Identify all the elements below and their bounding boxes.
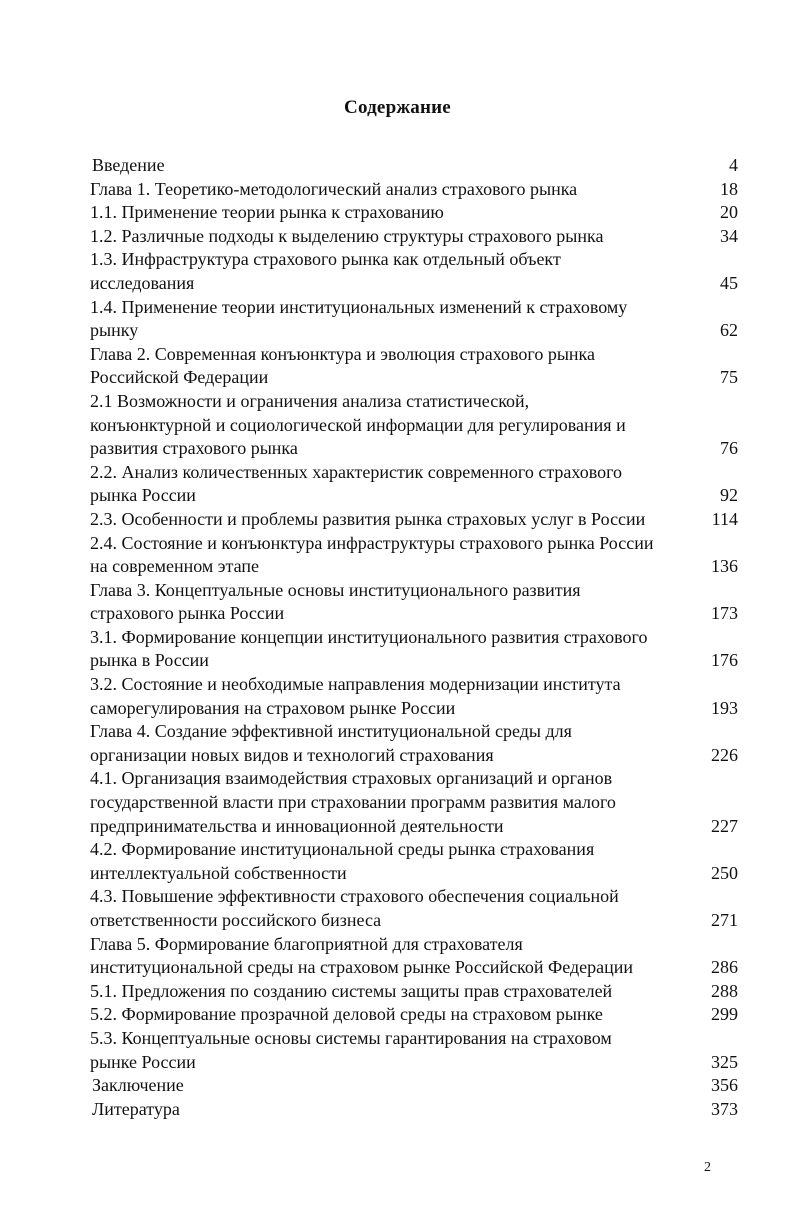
toc-entry-text: Глава 4. Создание эффективной институциональной среды для организации новых видов и технологий страхования bbox=[90, 721, 572, 765]
toc-entry bbox=[84, 508, 744, 532]
toc-entry-page: 173 bbox=[711, 603, 738, 624]
toc-entry bbox=[84, 673, 744, 720]
toc-entry-text: Литература bbox=[92, 1098, 180, 1119]
toc-entry-page: 45 bbox=[720, 272, 738, 293]
toc-entry-page: 373 bbox=[711, 1098, 738, 1119]
toc-entry-text: Глава 3. Концептуальные основы институционального развития страхового рынка России bbox=[90, 579, 581, 624]
toc-entry bbox=[84, 248, 744, 295]
toc-entry-page: 288 bbox=[711, 980, 738, 1001]
toc-entry-text: Глава 2. Современная конъюнктура и эволюция страхового рынка Российской Федерации bbox=[90, 343, 596, 388]
toc-entry-page: 193 bbox=[711, 697, 738, 718]
toc-entry-text: 1.3. Инфраструктура страхового рынка как отдельный объект исследования bbox=[90, 249, 561, 293]
toc-entry-page: 250 bbox=[711, 862, 738, 883]
toc-entry-text: 4.3. Повышение эффективности страхового обеспечения социальной ответственности российского бизнеса bbox=[90, 886, 619, 930]
table-of-contents bbox=[84, 154, 744, 1121]
toc-entry-text: 3.2. Состояние и необходимые направления модернизации института саморегулирования на страховом рынке России bbox=[90, 674, 621, 718]
toc-entry-text: 5.2. Формирование прозрачной деловой среды на страховом рынке bbox=[90, 1004, 603, 1025]
toc-entry-text: 2.4. Состояние и конъюнктура инфраструктуры страхового рынка России на современном этапе bbox=[90, 532, 654, 577]
toc-entry bbox=[84, 579, 744, 626]
toc-entry-page: 286 bbox=[711, 957, 738, 978]
toc-entry-page: 176 bbox=[711, 650, 738, 671]
toc-entry bbox=[84, 933, 744, 980]
toc-entry-page: 4 bbox=[729, 155, 738, 175]
toc-entry-text: 3.1. Формирование концепции институционального развития страхового рынка в России bbox=[90, 626, 648, 671]
toc-entry bbox=[84, 838, 744, 885]
toc-entry-page: 92 bbox=[720, 485, 738, 506]
toc-entry bbox=[84, 626, 744, 673]
toc-entry-text: 2.2. Анализ количественных характеристик современного страхового рынка России bbox=[90, 461, 623, 506]
toc-entry bbox=[84, 154, 744, 178]
toc-entry-page: 34 bbox=[720, 225, 738, 246]
toc-entry-page: 20 bbox=[720, 202, 738, 223]
toc-entry-text: Заключение bbox=[92, 1075, 184, 1096]
toc-entry-text: 2.3. Особенности и проблемы развития рынка страховых услуг в России bbox=[90, 508, 646, 529]
toc-entry bbox=[84, 225, 744, 249]
toc-entry bbox=[84, 461, 744, 508]
toc-entry-text: Глава 1. Теоретико-методологический анализ страхового рынка bbox=[90, 178, 578, 199]
toc-entry bbox=[84, 767, 744, 838]
toc-entry-page: 227 bbox=[711, 815, 738, 836]
toc-entry-text: 1.1. Применение теории рынка к страхованию bbox=[90, 202, 444, 223]
toc-entry bbox=[84, 1003, 744, 1027]
toc-entry bbox=[84, 720, 744, 767]
toc-entry-text: Введение bbox=[92, 155, 165, 175]
toc-entry bbox=[84, 532, 744, 579]
toc-entry-page: 18 bbox=[720, 178, 738, 199]
toc-entry bbox=[84, 296, 744, 343]
toc-entry-text: 5.3. Концептуальные основы системы гарантирования на страховом рынке России bbox=[90, 1027, 612, 1072]
toc-entry-text: Глава 5. Формирование благоприятной для страхователя институциональной среды на страховом рынке Российской Федерации bbox=[90, 933, 634, 978]
toc-entry-page: 62 bbox=[720, 320, 738, 341]
toc-entry bbox=[84, 390, 744, 461]
page-number: 2 bbox=[704, 1160, 711, 1175]
toc-entry bbox=[84, 343, 744, 390]
toc-entry-page: 299 bbox=[711, 1004, 738, 1025]
toc-entry bbox=[84, 980, 744, 1004]
toc-entry-page: 114 bbox=[711, 508, 738, 529]
toc-entry-text: 1.2. Различные подходы к выделению структуры страхового рынка bbox=[90, 225, 604, 246]
toc-entry bbox=[84, 178, 744, 202]
toc-entry-page: 75 bbox=[720, 367, 738, 388]
toc-entry-text: 2.1 Возможности и ограничения анализа статистической, конъюнктурной и социологической информации для регулирования и развития страхового рынка bbox=[90, 390, 626, 459]
toc-entry bbox=[84, 201, 744, 225]
page-title: Содержание bbox=[344, 97, 451, 118]
toc-entry-text: 4.2. Формирование институциональной среды рынка страхования интеллектуальной собственности bbox=[90, 839, 595, 883]
toc-entry-page: 325 bbox=[711, 1051, 738, 1072]
toc-entry-text: 5.1. Предложения по созданию системы защиты прав страхователей bbox=[90, 980, 613, 1001]
toc-entry-text: 4.1. Организация взаимодействия страховых организаций и органов государственной власти при страховании программ развития малого предпринимательства и инновационной деятельности bbox=[90, 768, 616, 836]
toc-entry-page: 226 bbox=[711, 744, 738, 765]
toc-entry-page: 271 bbox=[711, 910, 738, 930]
toc-entry-page: 356 bbox=[711, 1075, 738, 1096]
toc-entry-text: 1.4. Применение теории институциональных изменений к страховому рынку bbox=[90, 296, 628, 341]
toc-entry-page: 76 bbox=[720, 438, 738, 459]
toc-entry bbox=[84, 1027, 744, 1074]
toc-entry-page: 136 bbox=[711, 556, 738, 577]
toc-entry bbox=[84, 1098, 744, 1122]
toc-entry bbox=[84, 885, 744, 932]
toc-entry bbox=[84, 1074, 744, 1098]
